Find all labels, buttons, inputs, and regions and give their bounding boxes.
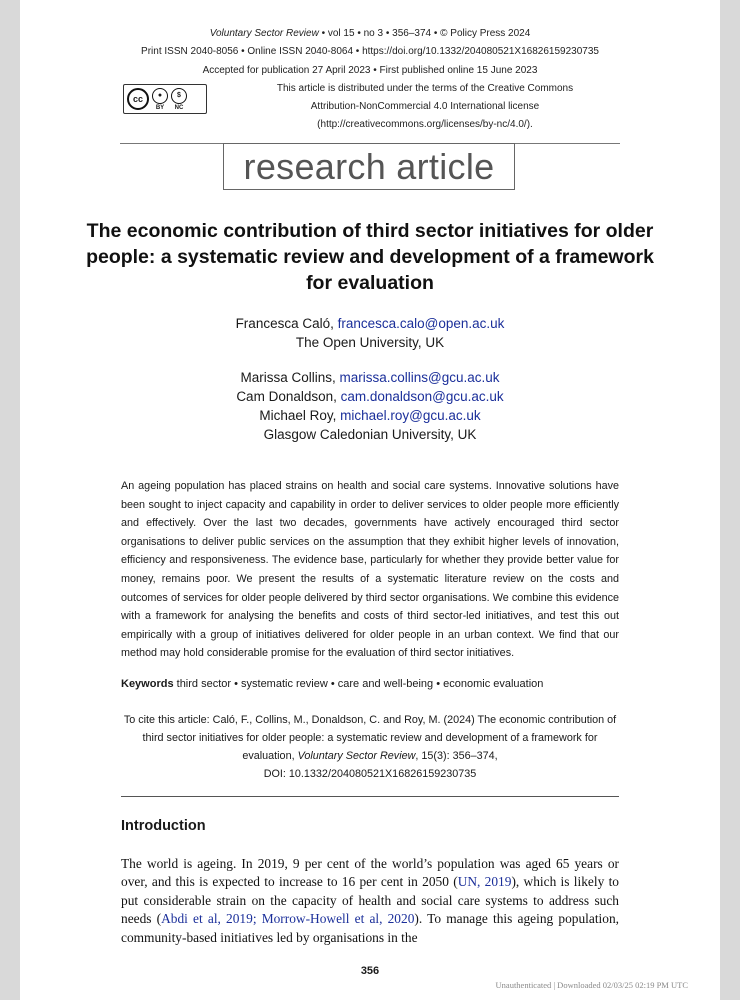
author-name: Francesca Caló, [235, 316, 338, 331]
citation-journal: Voluntary Sector Review [297, 750, 416, 762]
author-group-1 [20, 314, 720, 352]
author-affiliation: The Open University, UK [295, 335, 445, 350]
keywords-text: third sector • systematic review • care and well-being • economic evaluation [173, 678, 544, 690]
issn-line: Print ISSN 2040-8056 • Online ISSN 2040-8064 • https://doi.org/10.1332/204080521X16826159230735 [141, 46, 599, 57]
article-title: The economic contribution of third sector initiatives for older people: a systematic review and development of a framework for evaluation [86, 220, 654, 294]
download-note: Unauthenticated | Downloaded 02/03/25 02:19 PM UTC [495, 980, 688, 990]
cc-license-badge [123, 84, 207, 114]
by-icon [152, 88, 168, 111]
introduction-heading: Introduction [121, 818, 206, 834]
author-email-link[interactable]: francesca.calo@open.ac.uk [337, 316, 505, 331]
reference-link[interactable]: UN, 2019 [457, 874, 512, 890]
cc-icon: cc [127, 88, 149, 110]
author-group-2 [20, 368, 720, 444]
nc-icon [171, 88, 187, 111]
author-name: Marissa Collins, [240, 370, 340, 385]
author-email-link[interactable]: marissa.collins@gcu.ac.uk [339, 370, 500, 385]
author-email-link[interactable]: cam.donaldson@gcu.ac.uk [340, 389, 504, 404]
license-line-2: Attribution-NonCommercial 4.0 International license [310, 101, 540, 112]
intro-part-3: ). To manage this ageing population, community-based initiatives led by organisations in the [121, 911, 619, 945]
article-type-banner: research article [223, 143, 515, 190]
citation-prefix: To cite this article: Caló, F., Collins, M., Donaldson, C. and Roy, M. (2024) The economic contribution of third sector initiatives for older people: a systematic review and development of a framework for evaluation, [123, 714, 617, 762]
author-email-link[interactable]: michael.roy@gcu.ac.uk [340, 408, 481, 423]
intro-part-1: The world is ageing. In 2019, 9 per cent of the world’s population was aged 65 years or over, and this is expected to increase to 16 per cent in 2050 ( [121, 856, 619, 890]
volume-info: • vol 15 • no 3 • 356–374 • © Policy Press 2024 [318, 28, 531, 39]
article-page [20, 0, 720, 1000]
citation-doi: DOI: 10.1332/204080521X16826159230735 [263, 768, 477, 780]
author-name: Cam Donaldson, [236, 389, 341, 404]
by-label: BY [155, 104, 165, 111]
license-line-1: This article is distributed under the terms of the Creative Commons [276, 83, 574, 94]
author-name: Michael Roy, [259, 408, 341, 423]
person-icon: ● [152, 88, 168, 104]
keywords [121, 676, 619, 692]
license-link[interactable]: (http://creativecommons.org/licenses/by-nc/4.0/). [317, 119, 533, 130]
nc-label: NC [174, 104, 184, 111]
keywords-label: Keywords [121, 678, 174, 690]
abstract: An ageing population has placed strains on health and social care systems. Innovative solutions have been sought to inject capacity and capability in order to deliver services to older people more efficiently and effectively. Over the last two decades, governments have actively encouraged third sector organisations to deliver public services on the assumption that they exhibit higher levels of innovation, efficiency and responsiveness. The evidence base, particularly for whether they provide better value for money, remains poor. We present the results of a systematic literature review on the costs and outcomes of services for older people delivered by third sector organisations. We combine this evidence with a framework for analysing the benefits and costs of third sector-led initiatives, and test this out empirically with a group of initiatives delivered for older people in an urban context. We find that our method may hold considerable promise for the evaluation of third sector initiatives. [121, 480, 619, 660]
journal-name: Voluntary Sector Review [209, 28, 319, 39]
no-dollar-icon: $ [171, 88, 187, 104]
citation [121, 711, 619, 783]
introduction-text [121, 855, 619, 947]
citation-suffix: , 15(3): 356–374, [415, 750, 498, 762]
page-number: 356 [360, 965, 380, 977]
reference-link[interactable]: Abdi et al, 2019; Morrow-Howell et al, 2020 [161, 911, 415, 927]
accepted-line: Accepted for publication 27 April 2023 • First published online 15 June 2023 [202, 65, 538, 76]
journal-info [20, 27, 720, 41]
author-affiliation: Glasgow Caledonian University, UK [263, 427, 477, 442]
intro-part-2: ), which is likely to put considerable strain on the capacity of health and social care systems to address such needs ( [121, 874, 619, 927]
section-divider [121, 796, 619, 797]
